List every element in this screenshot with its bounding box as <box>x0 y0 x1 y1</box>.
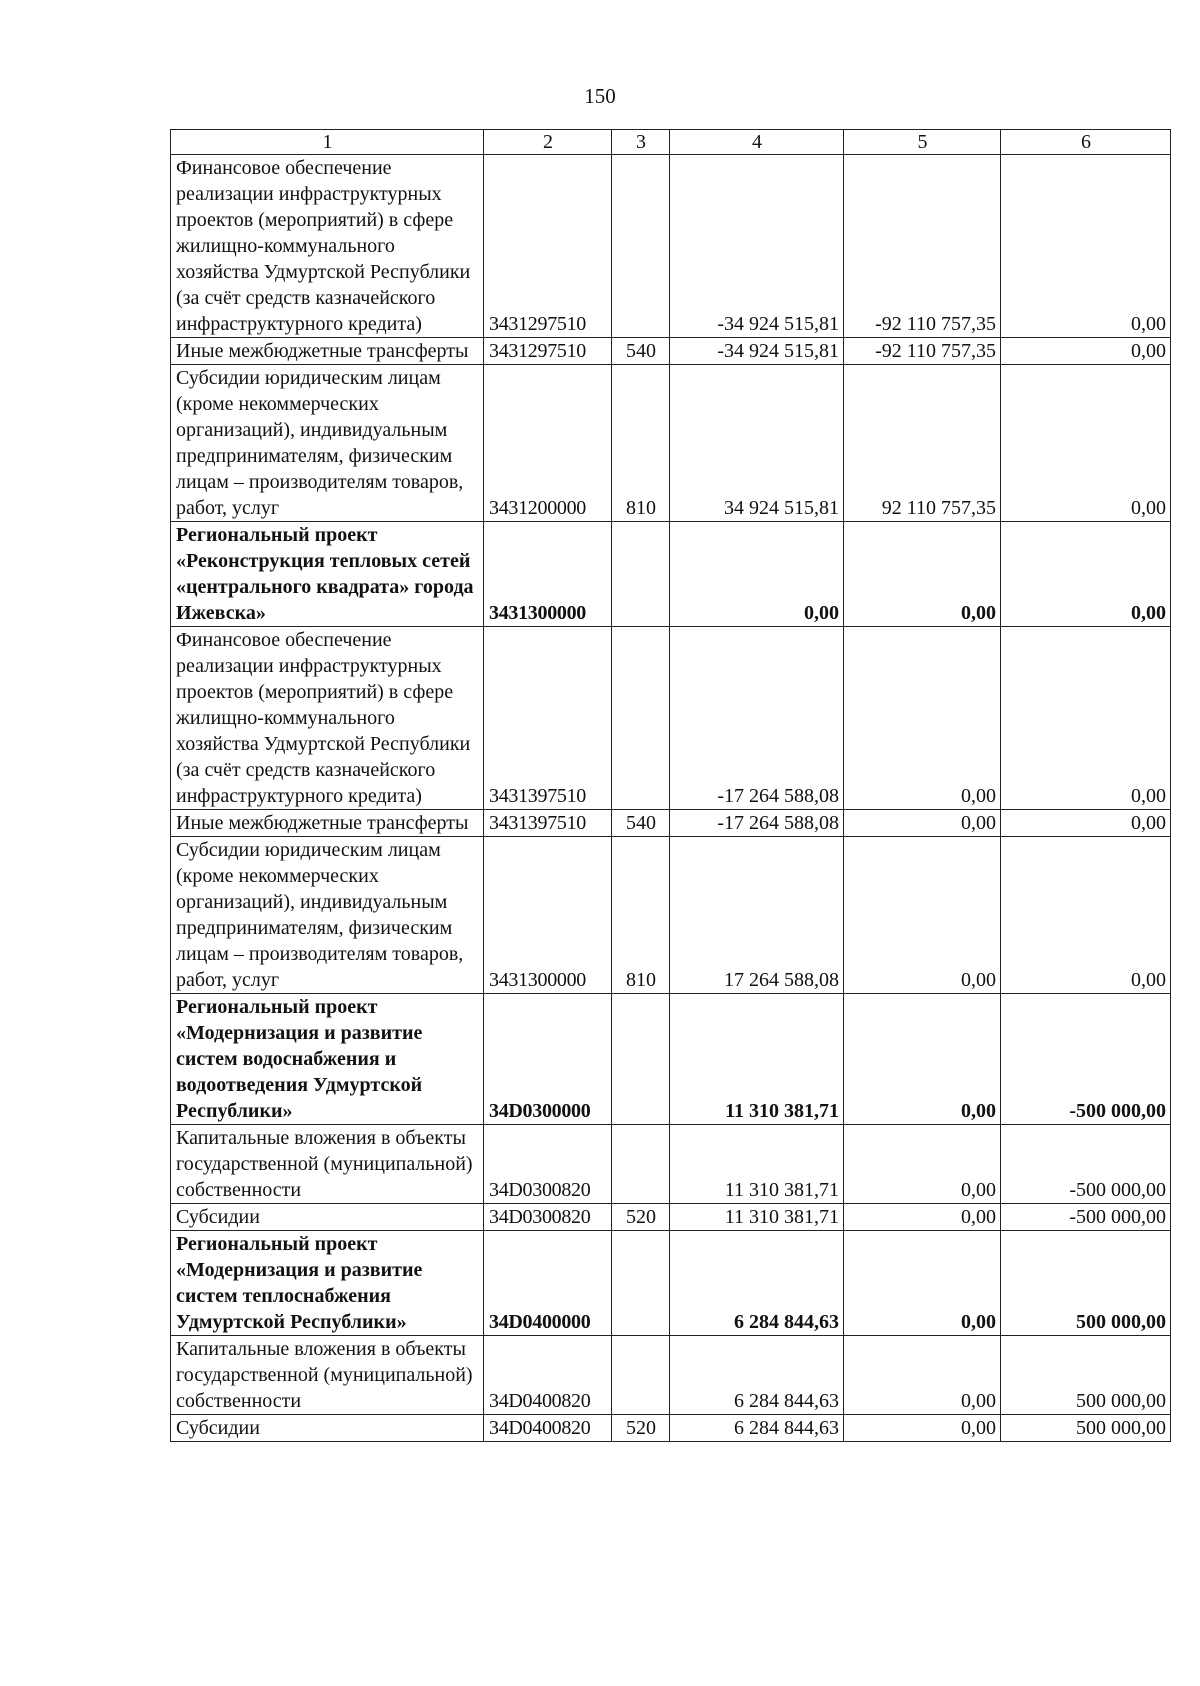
table-header <box>171 130 1171 155</box>
row-name-cell: Финансовое обеспечение реализации инфраструктурных проектов (мероприятий) в сфере жилищно-коммунального хозяйства Удмуртской Республики (за счёт средств казначейского инфраструктурного кредита) <box>171 155 484 338</box>
row-amount-cell: -17 264 588,08 <box>670 810 844 837</box>
row-name-cell: Капитальные вложения в объекты государственной (муниципальной) собственности <box>171 1336 484 1415</box>
row-amount-cell: 500 000,00 <box>1001 1415 1171 1442</box>
row-code-cell: 3431297510 <box>484 338 612 365</box>
row-expense-type-cell: 810 <box>612 837 670 994</box>
row-code-cell: 3431297510 <box>484 155 612 338</box>
row-name-cell: Капитальные вложения в объекты государственной (муниципальной) собственности <box>171 1125 484 1204</box>
row-code-cell: 3431200000 <box>484 365 612 522</box>
row-code-cell: 34D0300000 <box>484 994 612 1125</box>
table-row <box>171 1231 1171 1336</box>
row-name-cell: Финансовое обеспечение реализации инфраструктурных проектов (мероприятий) в сфере жилищно-коммунального хозяйства Удмуртской Республики (за счёт средств казначейского инфраструктурного кредита) <box>171 627 484 810</box>
table-row <box>171 365 1171 522</box>
column-header: 1 <box>171 130 484 155</box>
row-amount-cell: 500 000,00 <box>1001 1336 1171 1415</box>
row-amount-cell: -500 000,00 <box>1001 1204 1171 1231</box>
row-amount-cell: 34 924 515,81 <box>670 365 844 522</box>
row-amount-cell: -34 924 515,81 <box>670 155 844 338</box>
row-name-cell: Иные межбюджетные трансферты <box>171 810 484 837</box>
table-row <box>171 522 1171 627</box>
row-expense-type-cell <box>612 1336 670 1415</box>
row-amount-cell: 0,00 <box>670 522 844 627</box>
row-expense-type-cell: 520 <box>612 1415 670 1442</box>
row-name-cell: Региональный проект «Модернизация и развитие систем теплоснабжения Удмуртской Республики» <box>171 1231 484 1336</box>
row-code-cell: 34D0400820 <box>484 1336 612 1415</box>
row-amount-cell: 17 264 588,08 <box>670 837 844 994</box>
row-expense-type-cell: 540 <box>612 810 670 837</box>
column-header: 6 <box>1001 130 1171 155</box>
row-amount-cell: 92 110 757,35 <box>844 365 1001 522</box>
row-amount-cell: -92 110 757,35 <box>844 338 1001 365</box>
column-header: 3 <box>612 130 670 155</box>
row-expense-type-cell: 540 <box>612 338 670 365</box>
row-amount-cell: -34 924 515,81 <box>670 338 844 365</box>
table-body <box>171 155 1171 1442</box>
row-code-cell: 3431397510 <box>484 810 612 837</box>
row-name-cell: Субсидии <box>171 1415 484 1442</box>
row-amount-cell: 0,00 <box>1001 627 1171 810</box>
budget-table <box>170 129 1171 1442</box>
row-amount-cell: 0,00 <box>844 1336 1001 1415</box>
table-row <box>171 1336 1171 1415</box>
table-row <box>171 1125 1171 1204</box>
row-expense-type-cell <box>612 1125 670 1204</box>
row-amount-cell: 500 000,00 <box>1001 1231 1171 1336</box>
row-amount-cell: 0,00 <box>844 1125 1001 1204</box>
row-name-cell: Региональный проект «Реконструкция тепловых сетей «центрального квадрата» города Ижевска» <box>171 522 484 627</box>
row-amount-cell: 0,00 <box>844 1231 1001 1336</box>
row-name-cell: Региональный проект «Модернизация и развитие систем водоснабжения и водоотведения Удмуртской Республики» <box>171 994 484 1125</box>
row-amount-cell: 11 310 381,71 <box>670 1125 844 1204</box>
row-name-cell: Субсидии <box>171 1204 484 1231</box>
row-amount-cell: 0,00 <box>844 994 1001 1125</box>
row-code-cell: 34D0400820 <box>484 1415 612 1442</box>
row-name-cell: Субсидии юридическим лицам (кроме некоммерческих организаций), индивидуальным предпринимателям, физическим лицам – производителям товаров, работ, услуг <box>171 365 484 522</box>
row-name-cell: Субсидии юридическим лицам (кроме некоммерческих организаций), индивидуальным предпринимателям, физическим лицам – производителям товаров, работ, услуг <box>171 837 484 994</box>
row-amount-cell: 6 284 844,63 <box>670 1415 844 1442</box>
column-header: 4 <box>670 130 844 155</box>
row-amount-cell: 0,00 <box>844 810 1001 837</box>
column-header: 5 <box>844 130 1001 155</box>
row-expense-type-cell <box>612 1231 670 1336</box>
header-row <box>171 130 1171 155</box>
row-amount-cell: 6 284 844,63 <box>670 1336 844 1415</box>
row-amount-cell: -500 000,00 <box>1001 1125 1171 1204</box>
row-code-cell: 34D0300820 <box>484 1125 612 1204</box>
table-row <box>171 1415 1171 1442</box>
row-code-cell: 3431300000 <box>484 522 612 627</box>
row-amount-cell: -17 264 588,08 <box>670 627 844 810</box>
row-code-cell: 3431300000 <box>484 837 612 994</box>
table-row <box>171 994 1171 1125</box>
row-name-cell: Иные межбюджетные трансферты <box>171 338 484 365</box>
row-amount-cell: 0,00 <box>844 1204 1001 1231</box>
row-expense-type-cell: 520 <box>612 1204 670 1231</box>
row-amount-cell: -92 110 757,35 <box>844 155 1001 338</box>
table-row <box>171 155 1171 338</box>
row-amount-cell: 0,00 <box>844 627 1001 810</box>
table-row <box>171 837 1171 994</box>
row-amount-cell: -500 000,00 <box>1001 994 1171 1125</box>
row-code-cell: 3431397510 <box>484 627 612 810</box>
row-amount-cell: 11 310 381,71 <box>670 994 844 1125</box>
row-expense-type-cell <box>612 994 670 1125</box>
page-number: 150 <box>584 84 616 108</box>
row-amount-cell: 0,00 <box>844 1415 1001 1442</box>
row-amount-cell: 6 284 844,63 <box>670 1231 844 1336</box>
row-expense-type-cell <box>612 155 670 338</box>
row-amount-cell: 0,00 <box>1001 155 1171 338</box>
row-amount-cell: 0,00 <box>1001 338 1171 365</box>
row-amount-cell: 0,00 <box>844 837 1001 994</box>
row-code-cell: 34D0400000 <box>484 1231 612 1336</box>
table-row <box>171 338 1171 365</box>
row-amount-cell: 11 310 381,71 <box>670 1204 844 1231</box>
column-header: 2 <box>484 130 612 155</box>
row-amount-cell: 0,00 <box>1001 522 1171 627</box>
row-amount-cell: 0,00 <box>1001 810 1171 837</box>
table-row <box>171 810 1171 837</box>
row-amount-cell: 0,00 <box>1001 837 1171 994</box>
row-amount-cell: 0,00 <box>844 522 1001 627</box>
row-expense-type-cell <box>612 627 670 810</box>
row-code-cell: 34D0300820 <box>484 1204 612 1231</box>
row-expense-type-cell: 810 <box>612 365 670 522</box>
table-row <box>171 1204 1171 1231</box>
row-amount-cell: 0,00 <box>1001 365 1171 522</box>
table-row <box>171 627 1171 810</box>
row-expense-type-cell <box>612 522 670 627</box>
